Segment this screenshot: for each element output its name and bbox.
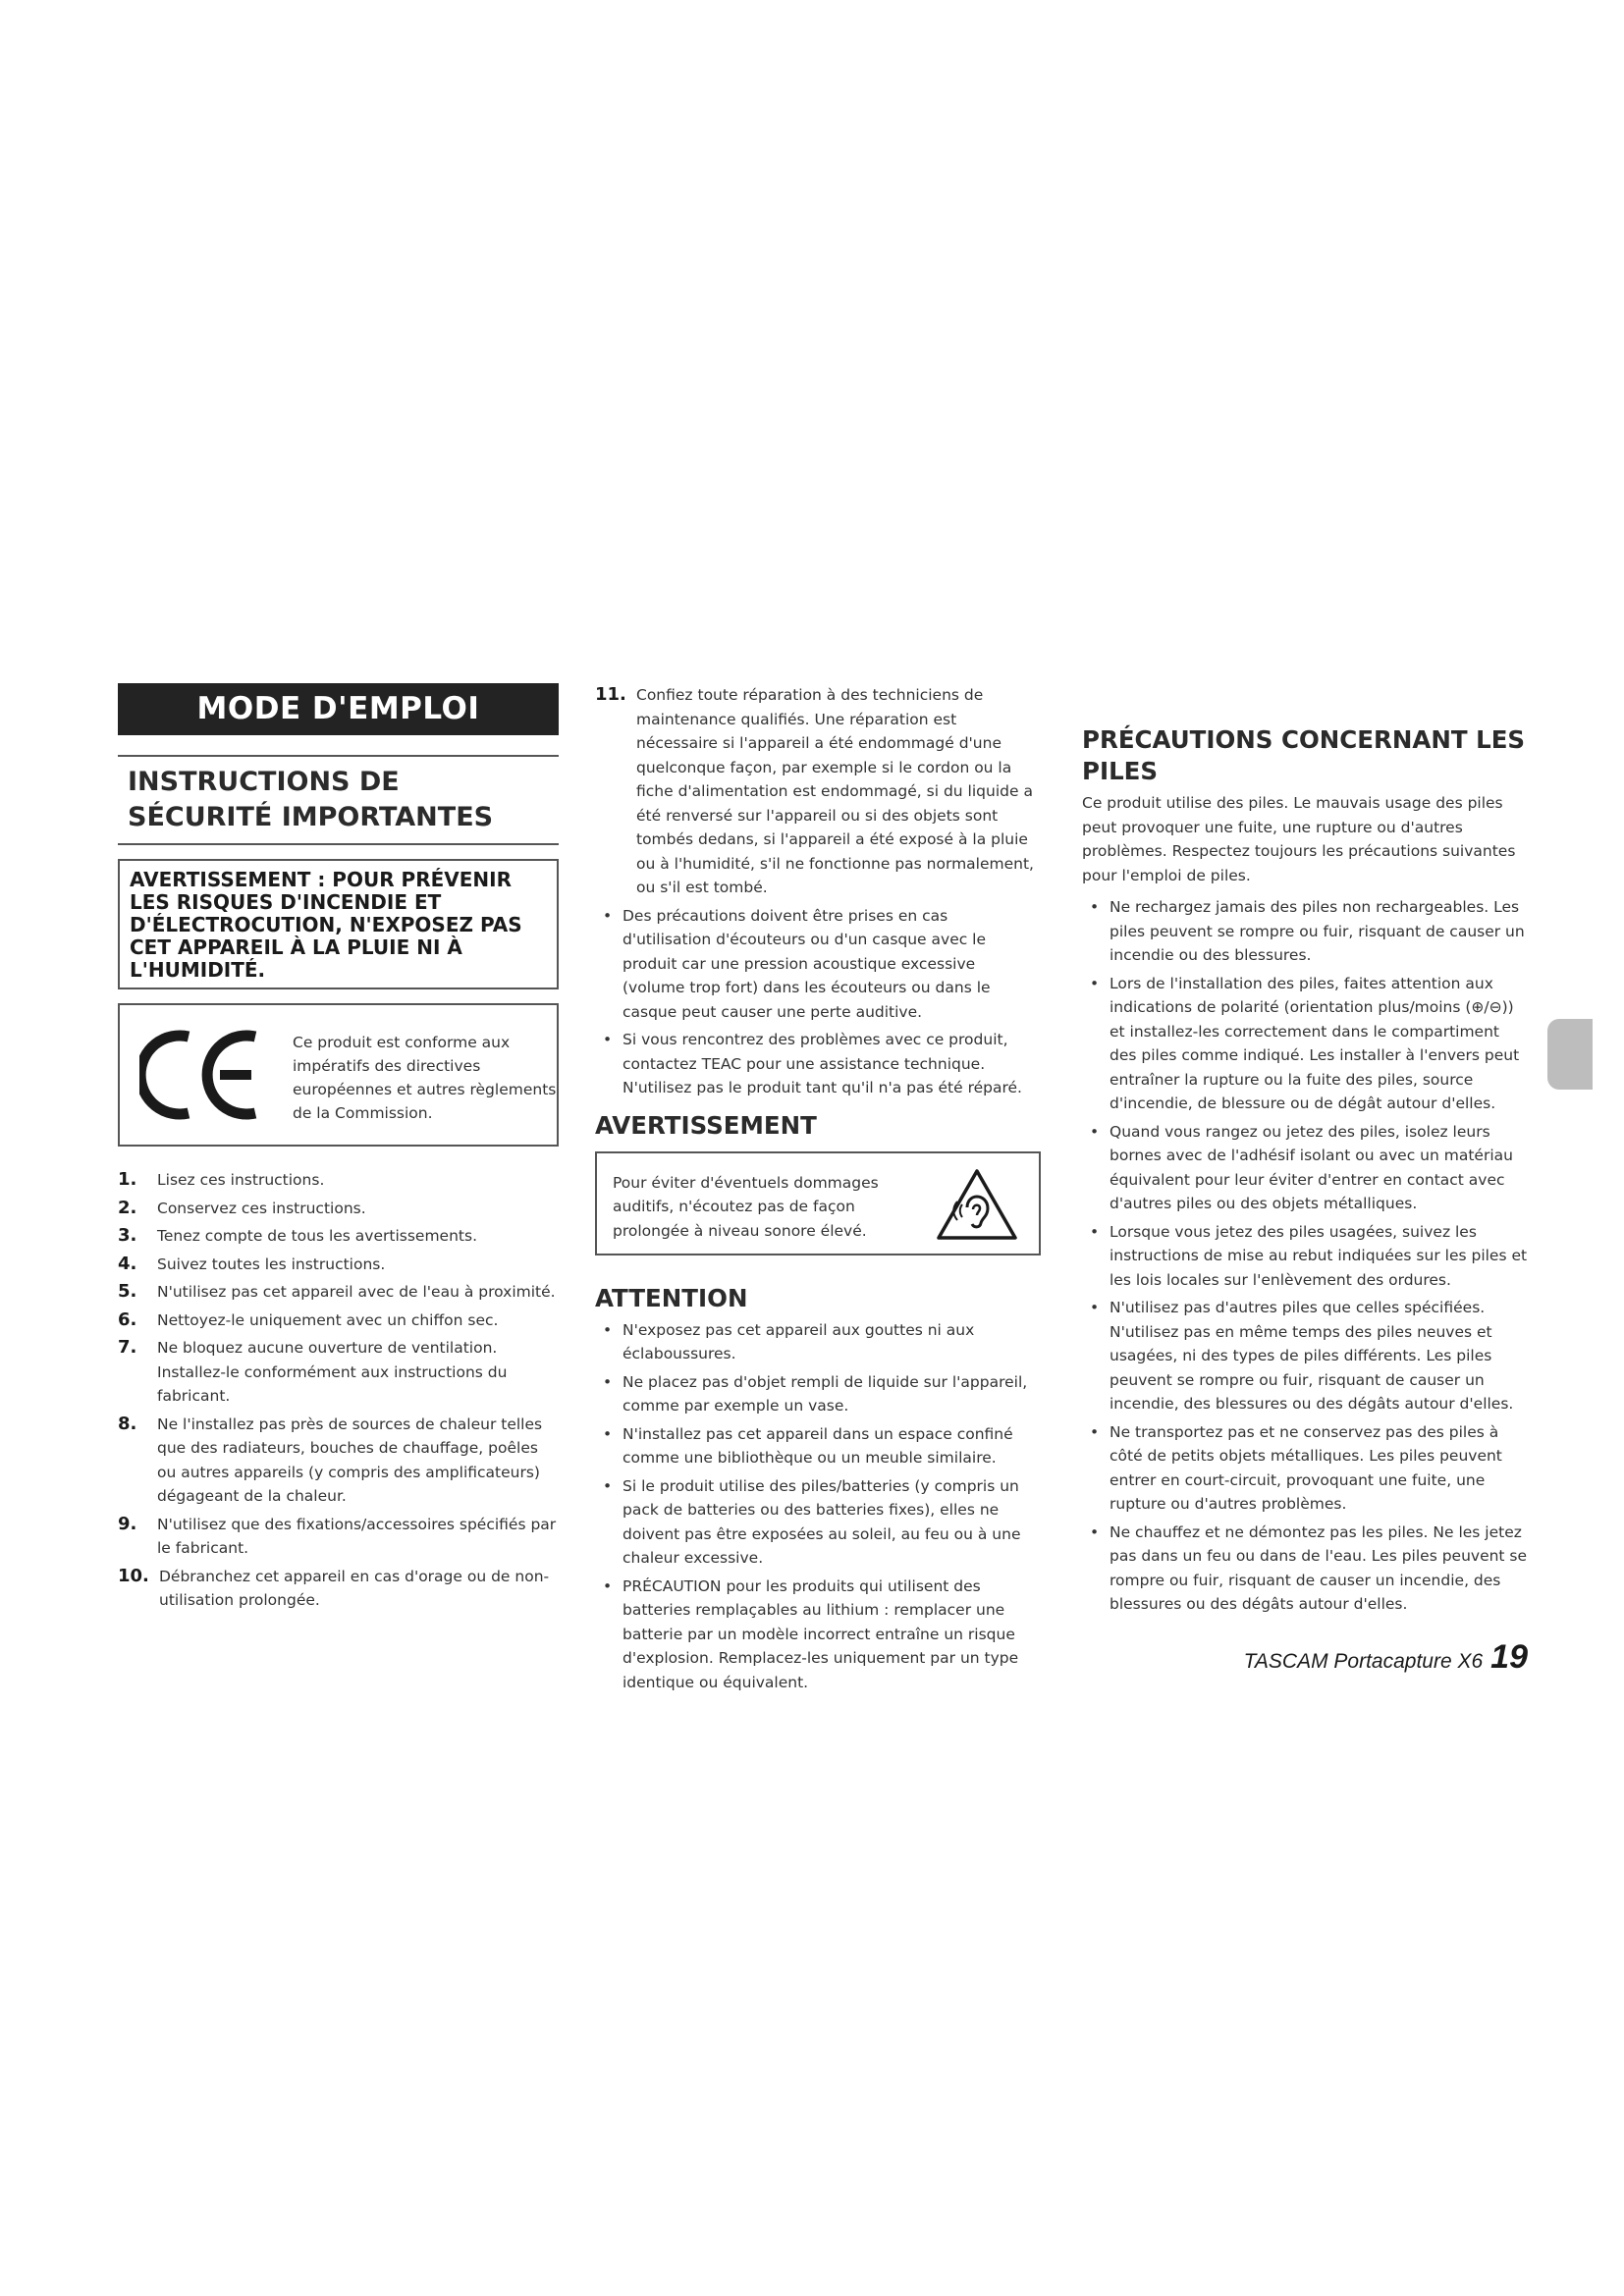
piles-list [1082, 895, 1529, 1617]
piles-bullet: • Lors de l'installation des piles, faites attention aux indications de polarité (orientation plus/moins (⊕/⊖)) et installez-les correctement dans le compartiment des piles comme indiqué. Les installer à l'envers peut entraîner la rupture ou la fuite des piles, source d'incendie, de blessure ou de dégât autour d'elles. [1082, 972, 1529, 1116]
instruction-item: 10. Débranchez cet appareil en cas d'orage ou de non-utilisation prolongée. [118, 1565, 550, 1609]
side-tab-marker [1547, 1019, 1593, 1090]
piles-intro: Ce produit utilise des piles. Le mauvais usage des piles peut provoquer une fuite, une rupture ou d'autres problèmes. Respectez toujours les précautions suivantes pour l'emploi de piles. [1082, 794, 1516, 884]
safety-title: INSTRUCTIONS DE SÉCURITÉ IMPORTANTES [128, 767, 494, 832]
instruction-item: 7. Ne bloquez aucune ouverture de ventilation. Installez-le conformément aux instructions du fabricant. [118, 1337, 508, 1405]
instruction-item: 6. Nettoyez-le uniquement avec un chiffon sec. [118, 1308, 499, 1330]
instruction-item: 8. Ne l'installez pas près de sources de chaleur telles que des radiateurs, bouches de chauffage, poêles ou autres appareils (y compris des amplificateurs) dégageant de la chaleur. [118, 1413, 543, 1505]
piles-bullet: • Ne chauffez et ne démontez pas les piles. Ne les jetez pas dans un feu ou dans de l'eau. Les piles peuvent se rompre ou fuir, risquant de causer un incendie, des blessures ou des dégâts autour d'elles. [1082, 1521, 1529, 1617]
attention-list [595, 1318, 1041, 1695]
piles-title: PRÉCAUTIONS CONCERNANT LES PILES [1082, 725, 1526, 785]
avertissement-title: AVERTISSEMENT [595, 1110, 817, 1140]
ce-box [118, 1003, 559, 1147]
column-left [118, 683, 559, 1617]
fire-warning-text: AVERTISSEMENT : POUR PRÉVENIR LES RISQUES D'INCENDIE ET D'ÉLECTROCUTION, N'EXPOSEZ PAS CET APPAREIL À LA PLUIE NI À L'HUMIDITÉ. [130, 868, 522, 982]
support-bullet: • Si vous rencontrez des problèmes avec ce produit, contactez TEAC pour une assistance technique. N'utilisez pas le produit tant qu'il n'a pas été réparé. [595, 1028, 1041, 1100]
attention-bullet: • Si le produit utilise des piles/batteries (y compris un pack de batteries ou des batteries fixes), elles ne doivent pas être exposées au soleil, au feu ou à une chaleur excessive. [595, 1474, 1041, 1571]
piles-bullet: • N'utilisez pas d'autres piles que celles spécifiées. N'utilisez pas en même temps des piles neuves et usagées, ni des types de piles différents. Les piles peuvent se rompre ou fuir, risquant de causer un incendie, des blessures ou des dégâts autour d'elles. [1082, 1296, 1529, 1416]
instruction-item: 4. Suivez toutes les instructions. [118, 1253, 386, 1274]
instruction-item: 1. Lisez ces instructions. [118, 1169, 325, 1190]
mode-emploi-title: MODE D'EMPLOI [118, 683, 559, 735]
instruction-item: 3. Tenez compte de tous les avertissements. [118, 1225, 477, 1246]
attention-bullet: • N'exposez pas cet appareil aux gouttes ni aux éclaboussures. [595, 1318, 1041, 1366]
attention-bullet: • PRÉCAUTION pour les produits qui utilisent des batteries remplaçables au lithium : remplacer une batterie par un modèle incorrect entraîne un risque d'explosion. Remplacez-les uniquement par un type identique ou équivalent. [595, 1575, 1041, 1695]
page-number: 19 [1490, 1638, 1528, 1676]
fire-warning-box [118, 859, 559, 989]
instruction-item: 9. N'utilisez que des fixations/accessoires spécifiés par le fabricant. [118, 1513, 557, 1557]
attention-title: ATTENTION [595, 1283, 748, 1312]
page-footer [1227, 1638, 1528, 1677]
attention-bullet: • N'installez pas cet appareil dans un espace confiné comme une bibliothèque ou un meuble similaire. [595, 1422, 1041, 1470]
hearing-warning-box [595, 1151, 1041, 1255]
ce-mark-icon [139, 1027, 265, 1123]
safety-title-box [118, 755, 559, 845]
piles-bullet: • Ne transportez pas et ne conservez pas des piles à côté de petits objets métalliques. Les piles peuvent entrer en court-circuit, provoquant une fuite, une rupture ou d'autres problèmes. [1082, 1420, 1529, 1517]
piles-bullet: • Quand vous rangez ou jetez des piles, isolez leurs bornes avec de l'adhésif isolant ou avec un matériau équivalent pour leur éviter d'entrer en contact avec d'autres piles ou des objets métalliques. [1082, 1120, 1529, 1216]
hearing-warning-icon [935, 1167, 1019, 1242]
hearing-warning-text: Pour éviter d'éventuels dommages auditifs, n'écoutez pas de façon prolongée à niveau sonore élevé. [613, 1173, 879, 1240]
piles-bullet: • Lorsque vous jetez des piles usagées, suivez les instructions de mise au rebut indiquées sur les piles et les lois locales sur l'enlèvement des ordures. [1082, 1220, 1529, 1293]
ce-text: Ce produit est conforme aux impératifs des directives européennes et autres règlements de la Commission. [293, 1034, 557, 1122]
product-name: TASCAM Portacapture X6 [1243, 1650, 1484, 1673]
headphone-bullet: • Des précautions doivent être prises en cas d'utilisation d'écouteurs ou d'un casque avec le produit car une pression acoustique excessive (volume trop fort) dans les écouteurs ou dans le casque peut causer une perte auditive. [595, 904, 1041, 1025]
instruction-list [118, 1168, 559, 1613]
column-right [1082, 724, 1529, 1621]
piles-bullet: • Ne rechargez jamais des piles non rechargeables. Les piles peuvent se rompre ou fuir, risquant de causer un incendie ou des blessures. [1082, 895, 1529, 968]
instruction-item: 2. Conservez ces instructions. [118, 1197, 366, 1218]
instruction-item: 5. N'utilisez pas cet appareil avec de l'eau à proximité. [118, 1281, 556, 1302]
column-middle [595, 683, 1041, 1698]
attention-bullet: • Ne placez pas d'objet rempli de liquide sur l'appareil, comme par exemple un vase. [595, 1370, 1041, 1418]
instruction-item: 11. Confiez toute réparation à des techniciens de maintenance qualifiés. Une réparation est nécessaire si l'appareil a été endommagé d'une quelconque façon, par exemple si le cordon ou la fiche d'alimentation est endommagé, si du liquide a été renversé sur l'appareil ou si des objets sont tombés dedans, si l'appareil a été exposé à la pluie ou à l'humidité, s'il ne fonctionne pas normalement, ou s'il est tombé. [595, 684, 1034, 896]
